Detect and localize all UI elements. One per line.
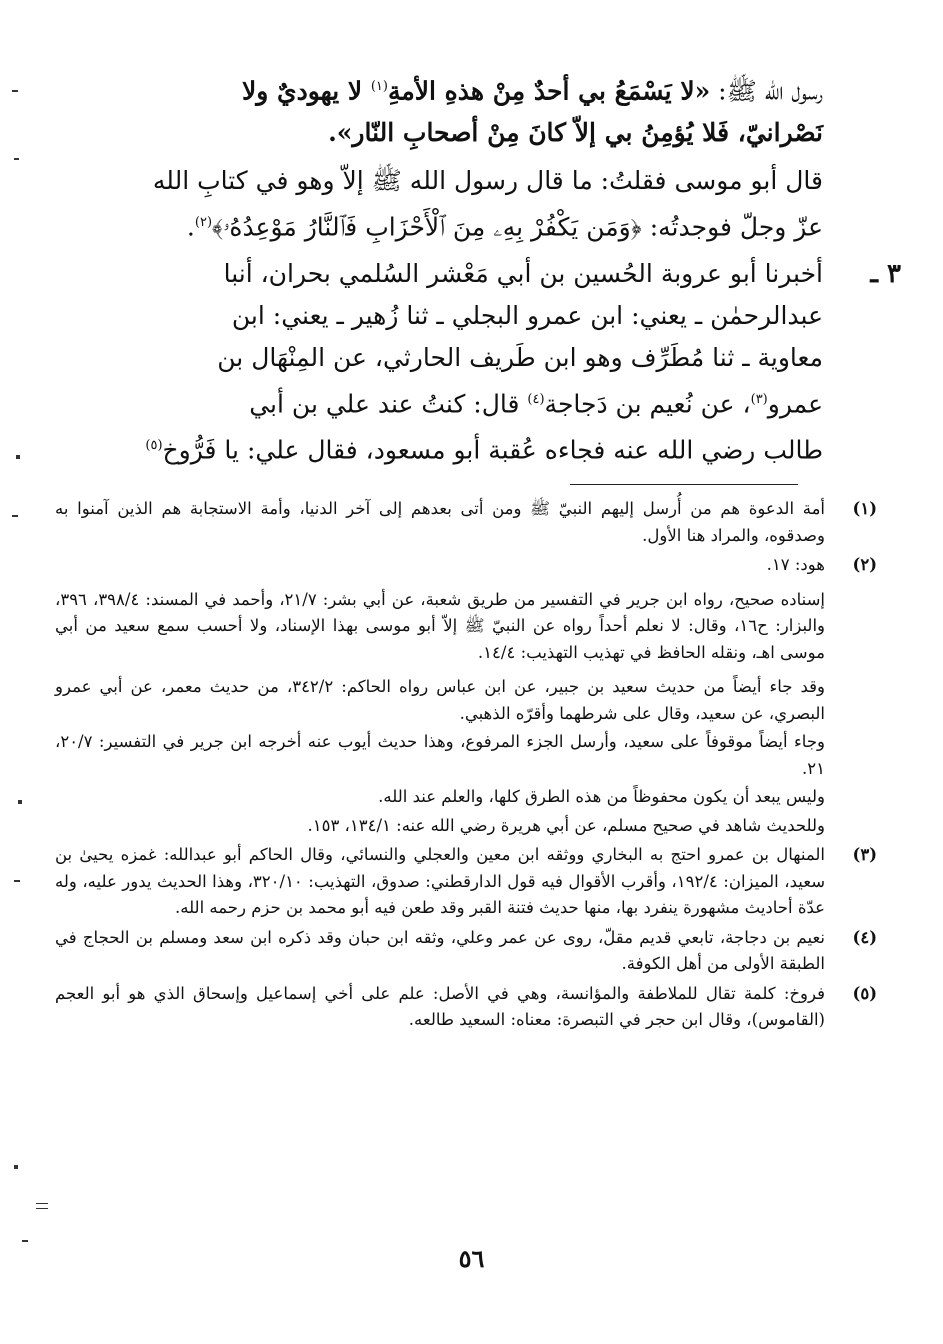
page-number: ٥٦ bbox=[458, 1244, 485, 1273]
scan-speck bbox=[14, 1165, 18, 1169]
text-line: نَصْرانيّ، فَلا يُؤمِنُ بي إلاّ كانَ مِنْ أصحابِ النّار». bbox=[328, 118, 823, 148]
footnote-ref: (٥) bbox=[145, 437, 163, 453]
paragraph-abu-musa bbox=[55, 160, 823, 248]
text-line: قال أبو موسى فقلتُ: ما قال رسول الله ﷺ إلاّ وهو في كتابِ الله bbox=[152, 166, 823, 196]
footnote-number: (٥) bbox=[852, 983, 877, 1003]
footnote-text: إسناده صحيح، رواه ابن جرير في التفسير من طريق شعبة، عن أبي بشر: ٢١/٧، وأحمد في المسند: ٣٩٨/٤، ٣٩٦، والبزار: ح١٦، وقال: لا نعلم أحداً رواه عن النبيّ ﷺ إلاّ أبو موسى بهذا الإسناد، ولا أحسب سمع سعيد من أبي موسى اهـ، ونقله الحافظ في تهذيب التهذيب: ١٤/٤. bbox=[55, 589, 825, 662]
scan-speck bbox=[14, 158, 19, 160]
footnotes bbox=[55, 496, 877, 1037]
footnote-2 bbox=[55, 552, 877, 839]
text-line: معاوية ـ ثنا مُطَرِّف وهو ابن طَريف الحارثي، عن المِنْهَال بن bbox=[217, 342, 823, 372]
scan-speck bbox=[22, 1240, 28, 1242]
scan-speck bbox=[12, 90, 18, 92]
hadith-number: ٣ ـ bbox=[870, 258, 901, 289]
footnote-text: فروخ: كلمة تقال للملاطفة والمؤانسة، وهي في الأصل: علم على أخي إسماعيل وإسحاق الذي هو أبو العجم (القاموس)، وقال ابن حجر في التبصرة: معناه: السعيد طالعه. bbox=[55, 983, 825, 1029]
text-line: رسول الله ﷺ: «لا يَسْمَعُ بي أحدٌ مِنْ هذهِ الأمةِ$^{(١)}$ لا يهوديٌ ولا bbox=[242, 76, 823, 106]
footnote-text: وجاء أيضاً موقوفاً على سعيد، وأرسل الجزء المرفوع، وهذا حديث أيوب عنه أخرجه ابن جرير في التفسير: ٢٠/٧، ٢١. bbox=[55, 732, 825, 778]
footnote-ref: (١) bbox=[370, 79, 388, 94]
footnote-number: (١) bbox=[852, 499, 877, 518]
scan-speck bbox=[16, 455, 20, 459]
scan-speck bbox=[14, 880, 20, 882]
scan-speck bbox=[36, 1203, 48, 1204]
footnote-ref: (٢) bbox=[194, 215, 213, 231]
footnote-text: وقد جاء أيضاً من حديث سعيد بن جبير، عن ابن عباس رواه الحاكم: ٣٤٢/٢، من حديث معمر، عن أبي عمرو البصري، عن سعيد، وقال على شرطهما وأقرّه الذهبي. bbox=[55, 677, 826, 723]
footnote-number: (٢) bbox=[852, 555, 877, 574]
footnote-number: (٣) bbox=[852, 845, 877, 864]
footnote-text: أمة الدعوة هم من أُرسل إليهم النبيّ ﷺ ومن أتى بعدهم إلى آخر الدنيا، وأمة الاستجابة هم الذين آمنوا به وصدقوه، والمراد هنا الأول. bbox=[55, 499, 825, 545]
footnote-3 bbox=[55, 842, 877, 922]
scan-speck bbox=[12, 515, 18, 517]
scan-speck bbox=[18, 800, 22, 804]
text-line: عمرو$^{(٣)}$، عن نُعيم بن دَجاجة$^{(٤)}$ قال: كنتُ عند علي بن أبي bbox=[249, 388, 823, 418]
text-line: عبدالرحمٰن ـ يعني: ابن عمرو البجلي ـ ثنا زُهير ـ يعني: ابن bbox=[231, 300, 823, 330]
text-line: طالب رضي الله عنه فجاءه عُقبة أبو مسعود، فقال علي: يا فَرُّوخ$^{(٥)}$ bbox=[145, 435, 823, 465]
main-text bbox=[55, 66, 901, 471]
footnote-ref: (٤) bbox=[527, 391, 545, 407]
footnote-5 bbox=[55, 981, 877, 1034]
footnote-4 bbox=[55, 925, 877, 978]
footnote-ref: (٣) bbox=[750, 391, 768, 407]
footnote-text: وليس يبعد أن يكون محفوظاً من هذه الطرق كلها، والعلم عند الله. bbox=[378, 787, 825, 806]
footnote-text: نعيم بن دجاجة، تابعي قديم مقلّ، روى عن عمر وعلي، وثقه ابن حبان وقد ذكره ابن سعد ومسلم بن الحجاج في الطبقة الأولى من أهل الكوفة. bbox=[55, 927, 825, 973]
footnote-text: المنهال بن عمرو احتج به البخاري ووثقه ابن معين والعجلي والنسائي، وقال الحاكم أبو عبدالله: غمزه يحيىٰ بن سعيد، الميزان: ١٩٢/٤، وأقرب الأقوال فيه قول الدارقطني: صدوق، التهذيب: ٣٢٠/١٠، وهذا الحديث يدور عليه، وله عدّة أحاديث مشهورة ينفرد بها، منها حديث فتنة القبر وقد طعن فيه أبو محمد بن حزم رحمه الله. bbox=[55, 845, 826, 917]
text-line: عزّ وجلّ فوجدتُه: ﴿وَمَن يَكْفُرْ بِهِۦ مِنَ ٱلْأَحْزَابِ فَٱلنَّارُ مَوْعِدُهُۥ﴾$^{(٢)}$. bbox=[186, 212, 823, 242]
footnote-number: (٤) bbox=[852, 927, 877, 947]
paragraph-hadith-text bbox=[55, 66, 823, 154]
footnote-text: هود: ١٧. bbox=[766, 555, 825, 574]
paragraph-hadith-3 bbox=[55, 253, 901, 472]
footnote-text: وللحديث شاهد في صحيح مسلم، عن أبي هريرة رضي الله عنه: ١٣٤/١، ١٥٣. bbox=[307, 815, 825, 835]
scan-speck bbox=[36, 1208, 48, 1209]
footnote-1 bbox=[55, 496, 877, 549]
footnote-separator bbox=[570, 484, 798, 485]
text-line: أخبرنا أبو عروبة الحُسين بن أبي مَعْشر السُلمي بحران، أنبا bbox=[223, 258, 823, 288]
